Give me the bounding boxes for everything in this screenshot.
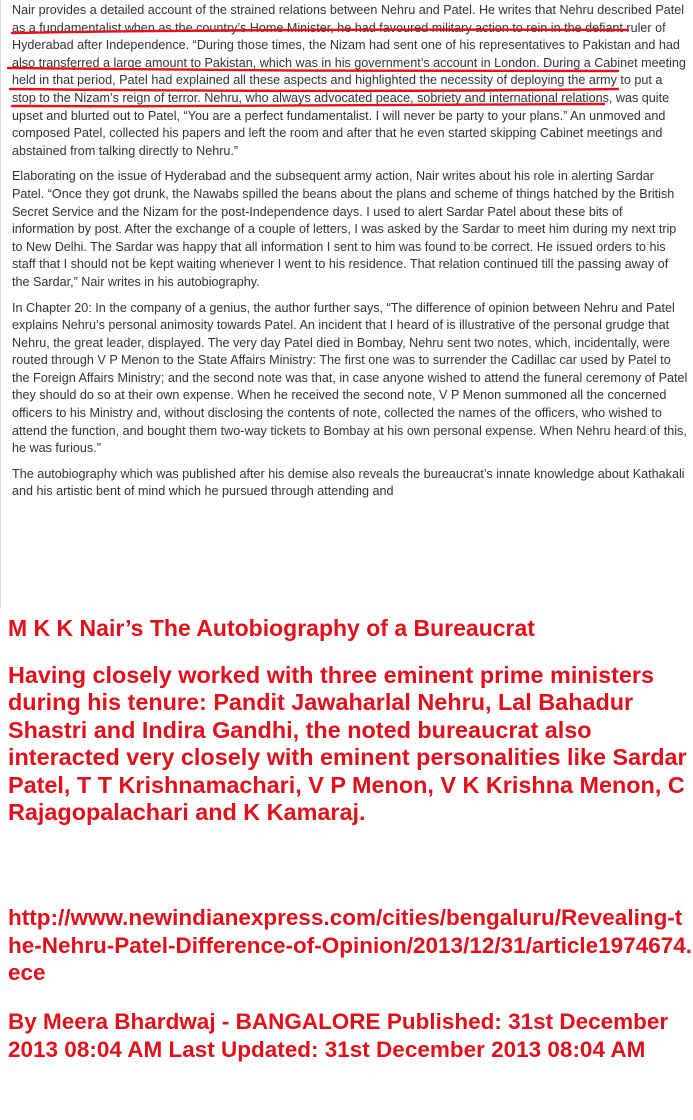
source-url: http://www.newindianexpress.com/cities/bengaluru/Revealing-the-Nehru-Patel-Difference-of-Opinion/2013/12/31/article1974674.ece bbox=[8, 905, 693, 986]
article-paragraph-3: In Chapter 20: In the company of a genius, the author further says, “The difference of opinion between Nehru and Patel explains Nehru’s personal animosity towards Patel. An incident that I heard of is illustrative of the personal grudge that Nehru, the great leader, displayed. The very day Patel died in Bombay, Nehru sent two notes, which, incidentally, were routed through V P Menon to the State Affairs Ministry: The first one was to surrender the Cadillac car used by Patel to the Foreign Affairs Ministry; and the second note was that, in case anyone wished to attend the funeral ceremony of Patel they should do so at their own expense. When he received the second note, V P Menon summoned all the concerned officers to his Ministry and, without disclosing the contents of note, collected the names of the officers, who wished to attend the function, and bought them two-way tickets to Bombay at his own personal expense. When Nehru heard of this, he was furious.” bbox=[12, 300, 688, 456]
summary-caption: Having closely worked with three eminent prime ministers during his tenure: Pandit Jawaharlal Nehru, Lal Bahadur Shastri and Indira Gandhi, the noted bureaucrat also interacted very closely with eminent personalities like Sardar Patel, T T Krishnamachari, V P Menon, V K Krishna Menon, C Rajagopalachari and K Kamaraj. bbox=[8, 662, 687, 826]
article-paragraph-1: Nair provides a detailed account of the strained relations between Nehru and Patel. He writes that Nehru described Patel as a fundamentalist when as the country’s Home Minister, he had favoured military action to rein in the defiant ruler of Hyderabad after Independence. “During those times, the Nizam had sent one of his representatives to Pakistan and had also transferred a large amount to Pakistan, which was in his government’s account in London. During a Cabinet meeting held in that period, Patel had explained all these aspects and highlighted the necessity of deploying the army to put a stop to the Nizam’s reign of terror. Nehru, who always advocated peace, sobriety and international relations, was quite upset and blurted out to Patel, “You are a perfect fundamentalist. I will never be party to your plans.” An unmoved and composed Patel, collected his papers and left the room and after that he even started skipping Cabinet meetings and abstained from talking directly to Nehru.” bbox=[12, 3, 686, 158]
article-paragraph-2: Elaborating on the issue of Hyderabad and the subsequent army action, Nair writes about his role in alerting Sardar Patel. “Once they got drunk, the Nawabs spilled the beans about the plans and scheme of things hatched by the British Secret Service and the Nizam for the post-Independence days. I used to alert Sardar Patel about these bits of information by post. After the exchange of a couple of letters, I was asked by the Sardar to meet him during my next trip to New Delhi. The Sardar was happy that all information I sent to him was found to be correct. He issued orders to his staff that I should not be kept waiting whenever I went to his residence. That relation continued till the passing away of the Sardar,” Nair writes in his autobiography. bbox=[12, 169, 677, 289]
byline: By Meera Bhardwaj - BANGALORE Published: 31st December 2013 08:04 AM Last Updated: 31st December 2013 08:04 AM bbox=[8, 1009, 669, 1062]
book-title-caption: M K K Nair’s The Autobiography of a Bureaucrat bbox=[8, 615, 535, 641]
article-paragraph-4: The autobiography which was published after his demise also reveals the bureaucrat’s innate knowledge about Kathakali and his artistic bent of mind which he pursued through attending and bbox=[12, 466, 685, 499]
